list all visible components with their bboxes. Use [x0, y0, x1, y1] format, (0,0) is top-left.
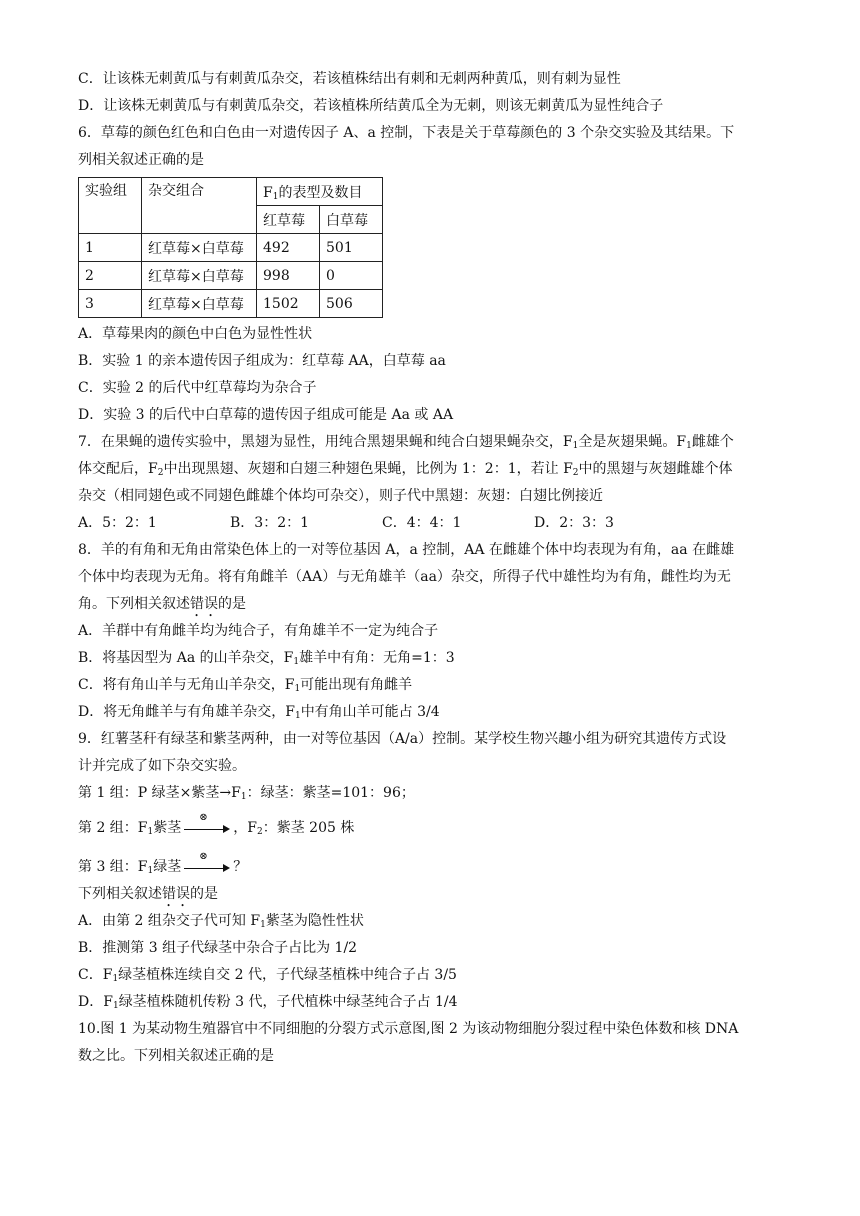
- q9-option-d: D．$F_1$绿茎植株随机传粉 3 代，子代植株中绿茎纯合子占 1/4: [78, 994, 458, 1011]
- cell-red: 998: [257, 262, 320, 290]
- table-header-row: [79, 178, 383, 206]
- cell-cross: 红草莓×白草莓: [142, 262, 257, 290]
- header-cross: 杂交组合: [142, 178, 257, 234]
- exam-page: [78, 66, 788, 1070]
- q9-option-b: B．推测第 3 组子代绿茎中杂合子占比为 1/2: [78, 940, 358, 956]
- q7-stem-line3: 杂交（相同翅色或不同翅色雌雄个体均可杂交），则子代中黑翅：灰翅：白翅比例接近: [78, 488, 603, 504]
- q5-option-d: D．让该株无刺黄瓜与有刺黄瓜杂交，若该植株所结黄瓜全为无刺，则该无刺黄瓜为显性纯合子: [78, 98, 664, 114]
- q6-stem-line2: 列相关叙述正确的是: [78, 152, 204, 168]
- cell-group: 2: [79, 262, 142, 290]
- table-row: [79, 290, 383, 318]
- cell-white: 0: [320, 262, 383, 290]
- q9-group2: 第 2 组：$F_1$紫茎 ⊗ ，$F_2$：紫茎 205 株: [78, 812, 355, 837]
- cell-cross: 红草莓×白草莓: [142, 234, 257, 262]
- cell-red: 492: [257, 234, 320, 262]
- q9-option-a: A．由第 2 组杂交子代可知 $F_1$紫茎为隐性性状: [78, 913, 364, 930]
- q6-option-b: B．实验 1 的亲本遗传因子组成为：红草莓 AA，白草莓 aa: [78, 353, 446, 369]
- q9-group3: 第 3 组：$F_1$绿茎 ⊗ ？: [78, 851, 248, 876]
- q8-option-a: A．羊群中有角雌羊均为纯合子，有角雄羊不一定为纯合子: [78, 623, 439, 639]
- cell-white: 501: [320, 234, 383, 262]
- cell-red: 1502: [257, 290, 320, 318]
- q9-option-c: C．$F_1$绿茎植株连续自交 2 代，子代绿茎植株中纯合子占 3/5: [78, 967, 457, 984]
- q6-option-a: A．草莓果肉的颜色中白色为显性性状: [78, 326, 313, 342]
- emphasis-wrong: 错误: [190, 596, 218, 612]
- q5-option-c: C．让该株无刺黄瓜与有刺黄瓜杂交，若该植株结出有刺和无刺两种黄瓜，则有刺为显性: [78, 71, 621, 87]
- q8-stem-line2: 个体中均表现为无角。将有角雌羊（AA）与无角雄羊（aa）杂交，所得子代中雄性均为有角，雌性均为无: [78, 569, 731, 585]
- q8-option-c: C．将有角山羊与无角山羊杂交，$F_1$可能出现有角雌羊: [78, 677, 413, 694]
- q6-option-c: C．实验 2 的后代中红草莓均为杂合子: [78, 380, 317, 396]
- q7-option-b: B．3：2：1: [230, 515, 310, 531]
- q6-option-d: D．实验 3 的后代中白草莓的遗传因子组成可能是 Aa 或 AA: [78, 407, 454, 423]
- table-row: [79, 262, 383, 290]
- selfing-arrow-icon: ⊗: [184, 860, 230, 874]
- q8-stem-line3: 角。下列相关叙述错误的是: [78, 596, 246, 612]
- q7-option-c: C．4：4：1: [382, 515, 462, 531]
- q9-group1: 第 1 组：P 绿茎×紫茎$\to F_1$：绿茎：紫茎=101：96；: [78, 785, 415, 802]
- selfing-arrow-icon: ⊗: [184, 821, 230, 835]
- q8-option-b: B．将基因型为 Aa 的山羊杂交，$F_1$雄羊中有角：无角=1：3: [78, 650, 455, 667]
- header-white: 白草莓: [320, 206, 383, 234]
- q8-stem-line1: 8．羊的有角和无角由常染色体上的一对等位基因 A，a 控制，AA 在雌雄个体中均表现为有角，aa 在雌雄: [78, 542, 735, 558]
- q7-stem-line2: 体交配后，$F_2$中出现黑翅、灰翅和白翅三种翅色果蝇，比例为 1：2：1，若让 $F_2$中的黑翅与灰翅雌雄个体: [78, 461, 733, 478]
- cell-group: 1: [79, 234, 142, 262]
- q8-option-d: D．将无角雌羊与有角雄羊杂交，$F_1$中有角山羊可能占 3/4: [78, 704, 440, 721]
- q6-experiment-table: [78, 177, 383, 318]
- cell-group: 3: [79, 290, 142, 318]
- table-row: [79, 234, 383, 262]
- header-red: 红草莓: [257, 206, 320, 234]
- q10-stem-line1: 10.图 1 为某动物生殖器官中不同细胞的分裂方式示意图,图 2 为该动物细胞分裂过程中染色体数和核 DNA: [78, 1021, 739, 1037]
- cell-cross: 红草莓×白草莓: [142, 290, 257, 318]
- q7-stem-line1: 7．在果蝇的遗传实验中，黑翅为显性，用纯合黑翅果蝇和纯合白翅果蝇杂交，$F_1$全是灰翅果蝇。$F_1$雌雄个: [78, 434, 734, 451]
- header-group: 实验组: [79, 178, 142, 234]
- q10-stem-line2: 数之比。下列相关叙述正确的是: [78, 1048, 274, 1064]
- cell-white: 506: [320, 290, 383, 318]
- q9-stem-line1: 9．红薯茎秆有绿茎和紫茎两种，由一对等位基因（A/a）控制。某学校生物兴趣小组为研究其遗传方式设: [78, 731, 727, 747]
- q7-option-a: A．5：2：1: [78, 515, 157, 531]
- q7-options: [78, 510, 788, 537]
- emphasis-wrong: 错误: [162, 886, 190, 902]
- q6-stem-line1: 6．草莓的颜色红色和白色由一对遗传因子 A、a 控制，下表是关于草莓颜色的 3 个杂交实验及其结果。下: [78, 125, 735, 141]
- header-f1: $F_1$的表型及数目: [257, 178, 383, 206]
- q7-option-d: D．2：3：3: [534, 515, 614, 531]
- q9-stem-line2: 计并完成了如下杂交实验。: [78, 758, 246, 774]
- q9-stem-question: 下列相关叙述错误的是: [78, 886, 218, 902]
